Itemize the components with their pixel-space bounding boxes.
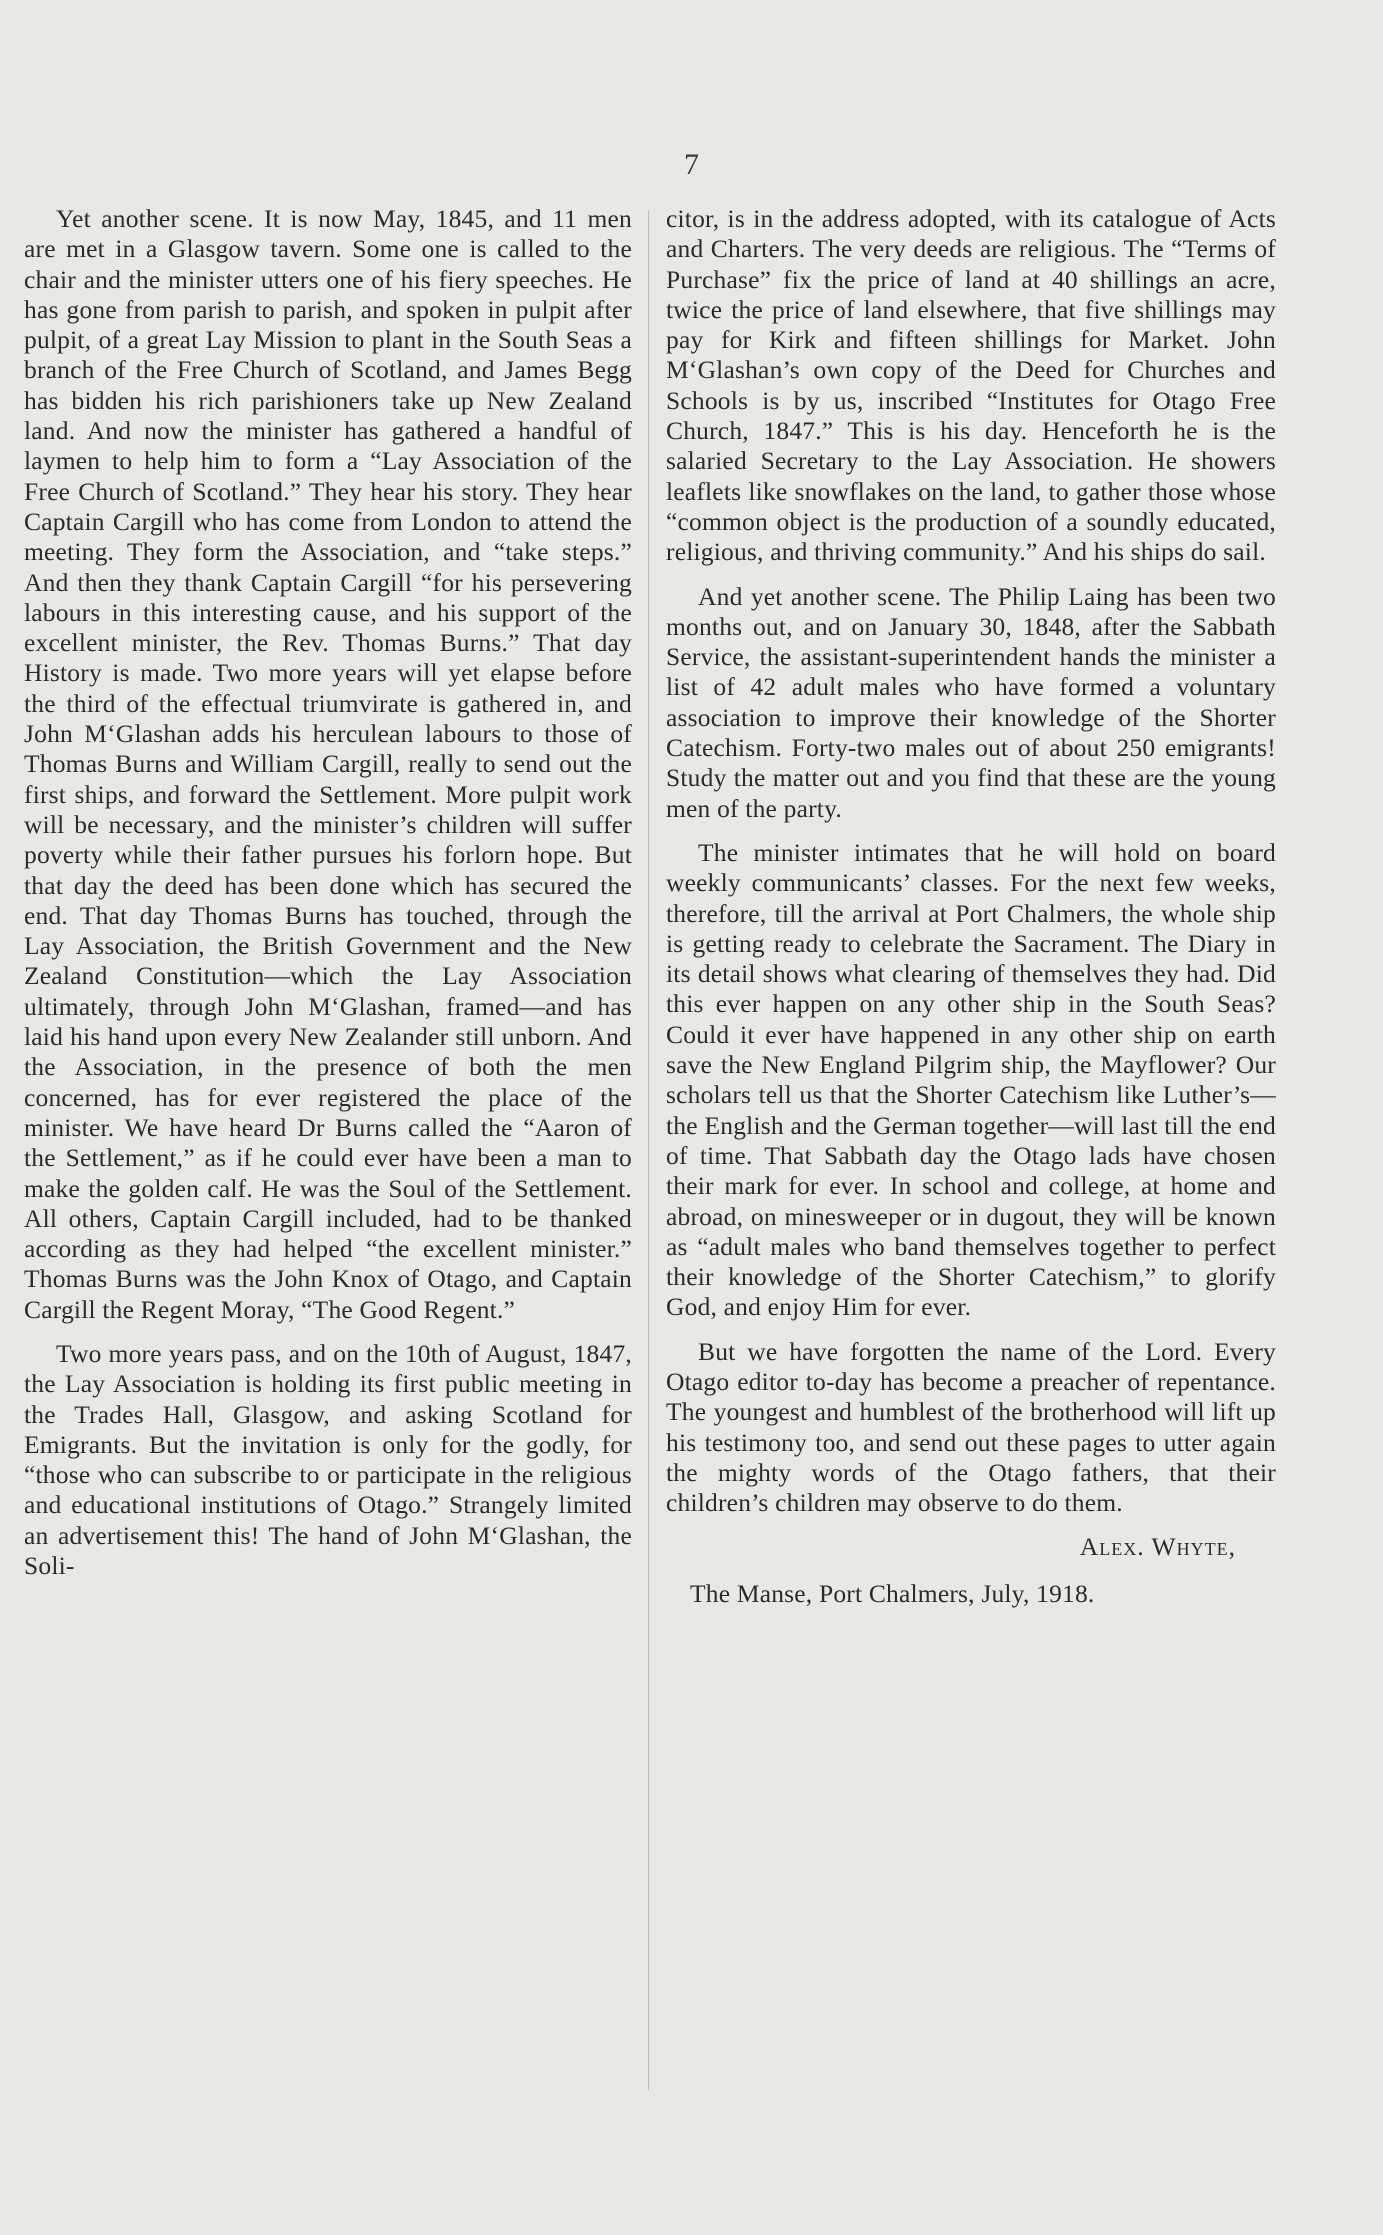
right-column xyxy=(666,204,1276,1609)
left-column xyxy=(24,204,632,1581)
page-number: 7 xyxy=(684,148,699,181)
signature: Alex. Whyte, xyxy=(1079,1532,1236,1562)
paragraph: Yet another scene. It is now May, 1845, and 11 men are met in a Glasgow tavern. Some one is called to the chair and the minister utters one of his fiery speeches. He has gone from parish to parish, and spoken in pulpit after pulpit, of a great Lay Mission to plant in the South Seas a branch of the Free Church of Scotland, and James Begg has bidden his rich parishioners take up New Zealand land. And now the minister has gathered a handful of laymen to help him to form a “Lay Association of the Free Church of Scotland.” They hear his story. They hear Captain Cargill who has come from London to attend the meeting. They form the Association, and “take steps.” And then they thank Captain Cargill “for his persevering labours in this interesting cause, and his support of the excellent minister, the Rev. Thomas Burns.” That day History is made. Two more years will yet elapse before the third of the effectual triumvirate is gathered in, and John M‘Glashan adds his herculean labours to those of Thomas Burns and William Cargill, really to send out the first ships, and forward the Settlement. More pulpit work will be necessary, and the minister’s children will suffer poverty while their father pursues his forlorn hope. But that day the deed has been done which has secured the end. That day Thomas Burns has touched, through the Lay Association, the British Government and the New Zealand Constitution—which the Lay Association ultimately, through John M‘Glashan, framed—and has laid his hand upon every New Zealander still unborn. And the Association, in the presence of both the men concerned, has for ever registered the place of the minister. We have heard Dr Burns called the “Aaron of the Settlement,” as if he could ever have been a man to make the golden calf. He was the Soul of the Settlement. All others, Captain Cargill included, had to be thanked according as they had helped “the excellent minister.” Thomas Burns was the John Knox of Otago, and Captain Cargill the Regent Moray, “The Good Regent.” xyxy=(24,204,632,1324)
paragraph: But we have forgotten the name of the Lord. Every Otago editor to-day has become a preacher of repentance. The youngest and humblest of the brotherhood will lift up his testimony too, and send out these pages to utter again the mighty words of the Otago fathers, that their children’s children may observe to do them. xyxy=(666,1336,1276,1518)
paragraph: And yet another scene. The Philip Laing has been two months out, and on January 30, 1848, after the Sabbath Service, the assistant-superintendent hands the minister a list of 42 adult males who have formed a voluntary association to improve their knowledge of the Shorter Catechism. Forty-two males out of about 250 emigrants! Study the matter out and you find that these are the young men of the party. xyxy=(666,581,1276,823)
place-and-date: The Manse, Port Chalmers, July, 1918. xyxy=(690,1578,1095,1608)
paragraph: citor, is in the address adopted, with its catalogue of Acts and Charters. The very deeds are religious. The “Terms of Purchase” fix the price of land at 40 shillings an acre, twice the price of land elsewhere, that five shillings may pay for Kirk and fifteen shillings for Market. John M‘Glashan’s own copy of the Deed for Churches and Schools is by us, inscribed “Institutes for Otago Free Church, 1847.” This is his day. Henceforth he is the salaried Secretary to the Lay Association. He showers leaflets like snowflakes on the land, to gather those whose “common object is the production of a soundly educated, religious, and thriving community.” And his ships do sail. xyxy=(666,204,1276,567)
paragraph: The minister intimates that he will hold on board weekly communicants’ classes. For the next few weeks, therefore, till the arrival at Port Chalmers, the whole ship is getting ready to celebrate the Sacrament. The Diary in its detail shows what clearing of themselves they had. Did this ever happen on any other ship in the South Seas? Could it ever have happened in any other ship on earth save the New England Pilgrim ship, the Mayflower? Our scholars tell us that the Shorter Catechism like Luther’s—the English and the German together—will last till the end of time. That Sabbath day the Otago lads have chosen their mark for ever. In school and college, at home and abroad, on minesweeper or in dugout, they will be known as “adult males who band themselves together to perfect their knowledge of the Shorter Catechism,” to glorify God, and enjoy Him for ever. xyxy=(666,837,1276,1322)
paragraph: Two more years pass, and on the 10th of August, 1847, the Lay Association is holding its first public meeting in the Trades Hall, Glasgow, and asking Scotland for Emigrants. But the invitation is only for the godly, for “those who can subscribe to or participate in the religious and educational institutions of Otago.” Strangely limited an advertisement this! The hand of John M‘Glashan, the Soli- xyxy=(24,1338,632,1581)
column-divider xyxy=(648,210,649,2090)
